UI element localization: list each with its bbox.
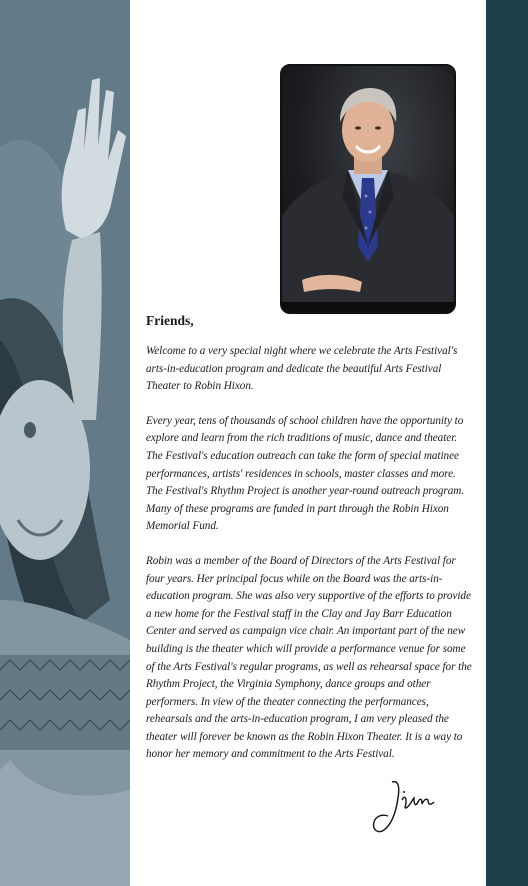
paragraph-education-outreach: Every year, tens of thousands of school children have the opportunity to explore and learn from the rich traditions of music, dance and theater. The Festival's education outreach can take the form of special matinee performances, artists' residences in schools, master classes and more. The Festival's Rhythm Project is another year-round outreach program. Many of these programs are funded in part through the Robin Hixon Memorial Fund. [146,414,465,533]
left-photo-child-raising-arm [0,0,130,886]
paragraph-robin-hixon: Robin was a member of the Board of Directors of the Arts Festival for four years. Her principal focus while on the Board was the arts-in-education program. She was also very supportive of the efforts to provide a new home for the Festival staff in the Clay and Jay Barr Education Center and served as campaign vice chair. An important part of the new building is the theater which will provide a performance venue for some of the Arts Festival's regular programs, as well as rehearsal space for the Rhythm Project, the Virginia Symphony, dance groups and other performers. In view of the theater connecting the performances, rehearsals and the arts-in-education program, I am very pleased the theater will forever be known as the Robin Hixon Theater. It is a way to honor her memory and commitment to the Arts Festival. [146,554,472,761]
letter-body [146,313,472,781]
paragraph-welcome: Welcome to a very special night where we celebrate the Arts Festival's arts-in-education program and dedicate the beautiful Arts Festival Theater to Robin Hixon. [146,345,458,393]
signature-jim [370,776,440,834]
portrait-photo [280,64,456,314]
right-color-band [486,0,528,886]
salutation: Friends, [146,313,194,328]
